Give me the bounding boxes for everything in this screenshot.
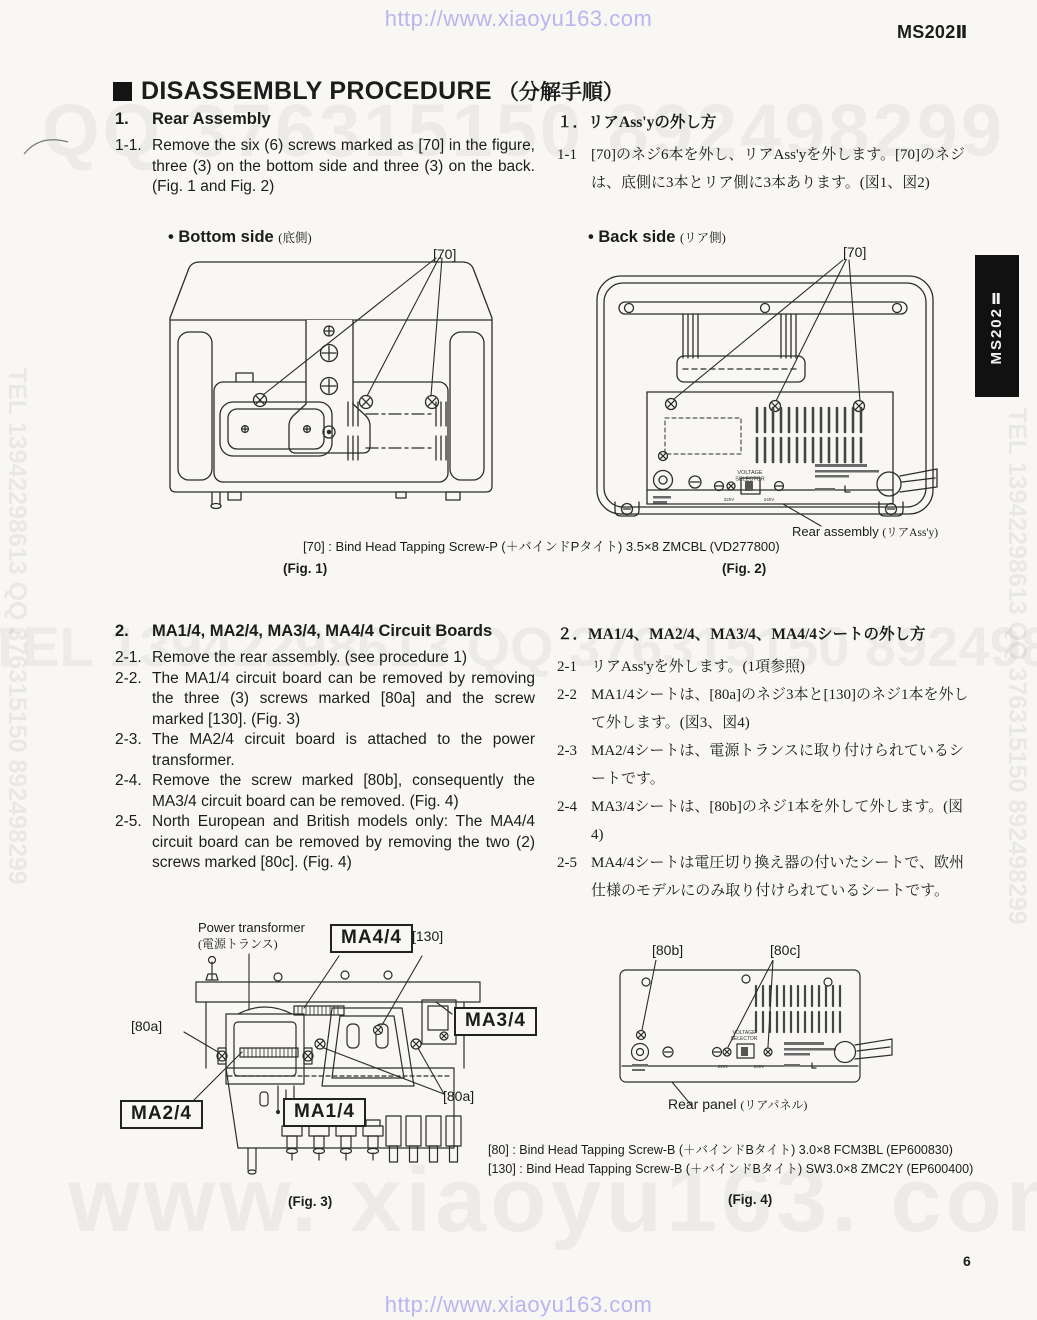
section2-title: MA1/4, MA2/4, MA3/4, MA4/4 Circuit Boards: [152, 622, 493, 640]
transformer-label-en: Power transformer: [198, 920, 305, 935]
step-text: The MA2/4 circuit board is attached to the power transformer.: [152, 731, 535, 769]
fig4-screw-ref-80c: [80c]: [770, 942, 801, 958]
watermark-url-bottom: http://www.xiaoyu163.com: [384, 1292, 653, 1317]
section1-title: Rear Assembly: [152, 110, 271, 128]
step-num: 2-5.: [115, 813, 142, 830]
section1-japanese: [557, 110, 969, 197]
step-2-2-jp: [557, 681, 971, 737]
section2-heading: [115, 622, 535, 641]
step-num: 1-1: [557, 147, 577, 163]
scan-artifact: [22, 132, 70, 158]
screw-note-70: [70] : Bind Head Tapping Screw-P (＋バインドPタイト) 3.5×8 ZMCBL (VD277800): [303, 539, 780, 554]
fig3-screw-ref-80a-right: [80a]: [443, 1088, 475, 1104]
fig2-caption: (Fig. 2): [722, 561, 767, 576]
step-2-1-jp: [557, 653, 971, 681]
fig3-chassis-drawing: [182, 952, 492, 1184]
step-num: 2-4.: [115, 772, 142, 789]
screw-note-80: [80] : Bind Head Tapping Screw-B (＋バインドBタイト) 3.0×8 FCM3BL (EP600830): [488, 1143, 953, 1157]
step-2-1: [115, 648, 535, 669]
step-text: MA1/4シートは、[80a]のネジ3本と[130]のネジ1本を外して外します。(図3、図4): [591, 687, 969, 731]
watermark-url-top: http://www.xiaoyu163.com: [384, 6, 653, 31]
step-text: リアAss'yを外します。(1項参照): [591, 659, 806, 675]
step-num: 2-1: [557, 659, 577, 675]
step-1-1: [115, 136, 535, 198]
rear-panel-text: Rear panel: [668, 1096, 737, 1112]
step-num: 2-2.: [115, 669, 142, 687]
fig2-rear-assembly-label: [792, 524, 938, 541]
fig4-rear-panel-drawing: [616, 960, 906, 1110]
fig4-caption: (Fig. 4): [728, 1192, 773, 1207]
step-2-4-jp: [557, 793, 971, 849]
fig1-side-label: [168, 228, 312, 247]
section2-japanese: [557, 622, 971, 905]
transformer-label-jp: (電源トランス): [198, 937, 278, 951]
fig2-side-label-jp: (リア側): [680, 231, 726, 245]
fig3-screw-ref-130: [130]: [412, 928, 444, 944]
fig2-back-side-drawing: [583, 258, 951, 530]
step-num: 2-2: [557, 687, 577, 703]
fig3-screw-ref-80a-left: [80a]: [131, 1018, 163, 1034]
fig2-240v-label: 240V: [763, 497, 775, 502]
section2-english: [115, 622, 535, 874]
step-text: North European and British models only: The MA4/4 circuit board can be removed by removing the two (2) screws marked [80c]. (Fig. 4): [152, 813, 535, 871]
rear-assembly-text-jp: (リアAss'y): [882, 527, 939, 539]
section2-num: 2.: [115, 622, 129, 640]
fig3-board-label-ma34: MA3/4: [454, 1007, 537, 1036]
step-text: MA4/4シートは電圧切り換え器の付いたシートで、欧州仕様のモデルにのみ取り付けられているシートです。: [591, 855, 965, 899]
step-text: [70]のネジ6本を外し、リアAss'yを外します。[70]のネジは、底側に3本とリア側に3本あります。(図1、図2): [591, 147, 965, 191]
step-2-3-jp: [557, 737, 971, 793]
fig1-side-label-en: • Bottom side: [168, 228, 274, 246]
step-2-2: [115, 669, 535, 731]
step-num: 2-4: [557, 799, 577, 815]
title-square-icon: [113, 82, 132, 101]
fig4-220v-label: 220V: [717, 1064, 729, 1069]
step-2-5: [115, 812, 535, 874]
page-title: [113, 76, 624, 106]
fig3-caption: (Fig. 3): [288, 1194, 333, 1209]
fig2-side-label-en: • Back side: [588, 228, 676, 246]
step-text: The MA1/4 circuit board can be removed by removing the three (3) screws marked [80a] and the screw marked [130]. (Fig. 3): [152, 669, 535, 728]
section2-heading-jp: ２．MA1/4、MA2/4、MA3/4、MA4/4シートの外し方: [557, 626, 926, 643]
model-code: MS202Ⅱ: [897, 22, 968, 42]
step-text: Remove the rear assembly. (see procedure 1): [152, 649, 468, 666]
step-text: MA2/4シートは、電源トランスに取り付けられているシートです。: [591, 743, 964, 787]
step-2-4: [115, 771, 535, 812]
page-number: 6: [963, 1253, 971, 1269]
fig3-board-label-ma14: MA1/4: [283, 1098, 366, 1127]
fig1-side-label-jp: (底側): [278, 231, 312, 245]
rear-assembly-text: Rear assembly: [792, 524, 879, 539]
section1-heading: [115, 110, 535, 129]
fig2-voltage-label-1: VOLTAGE: [737, 470, 763, 476]
fig4-screw-ref-80b: [80b]: [652, 942, 684, 958]
step-text: Remove the six (6) screws marked as [70] in the figure, three (3) on the bottom side and three (3) on the back. (Fig. 1 and Fig. 2): [152, 137, 535, 195]
step-1-1-jp: [557, 141, 969, 197]
fig2-220v-label: 220V: [723, 497, 735, 502]
fig4-rear-panel-label: [668, 1096, 807, 1113]
step-num: 2-5: [557, 855, 577, 871]
fig4-240v-label: 240V: [753, 1064, 765, 1069]
watermark-left-edge: TEL 13942298613 QQ 376315150 892498299: [3, 368, 31, 885]
side-tab-label: MS202Ⅱ: [988, 287, 1005, 365]
fig3-board-label-ma24: MA2/4: [120, 1100, 203, 1129]
step-num: 2-3.: [115, 731, 142, 748]
title-text-jp: （分解手順）: [497, 80, 624, 104]
fig3-transformer-label: [198, 920, 305, 952]
title-text: DISASSEMBLY PROCEDURE: [141, 76, 492, 105]
section1-num: 1.: [115, 110, 129, 128]
step-text: MA3/4シートは、[80b]のネジ1本を外して外します。(図4): [591, 799, 964, 843]
step-2-3: [115, 730, 535, 771]
step-num: 2-3: [557, 743, 577, 759]
screw-note-130: [130] : Bind Head Tapping Screw-B (＋バインドBタイト) SW3.0×8 ZMC2Y (EP600400): [488, 1162, 974, 1176]
section1-heading-jp: １．リアAss'yの外し方: [557, 114, 717, 131]
fig4-voltage-label-1: VOLTAGE: [732, 1030, 756, 1036]
step-2-5-jp: [557, 849, 971, 905]
fig1-bottom-side-drawing: [148, 256, 508, 524]
fig2-voltage-label-2: SELECTOR: [735, 476, 765, 483]
fig1-caption: (Fig. 1): [283, 561, 328, 576]
step-num: 1-1.: [115, 137, 142, 154]
fig2-side-label: [588, 228, 726, 247]
fig3-board-label-ma44: MA4/4: [330, 924, 413, 953]
step-text: Remove the screw marked [80b], consequently the MA3/4 circuit board can be removed. (Fig. 4): [152, 772, 535, 810]
fig2-screw-ref-70: [70]: [843, 244, 867, 260]
step-num: 2-1.: [115, 649, 142, 666]
side-index-tab: [975, 255, 1019, 397]
watermark-right-edge: TEL 13942298613 QQ 376315150 892498299: [1003, 408, 1031, 925]
rear-panel-text-jp: (リアパネル): [740, 1098, 808, 1112]
section1-english: [115, 110, 535, 198]
fig4-voltage-label-2: SELECTOR: [730, 1036, 758, 1042]
fig1-screw-ref-70: [70]: [433, 246, 457, 262]
